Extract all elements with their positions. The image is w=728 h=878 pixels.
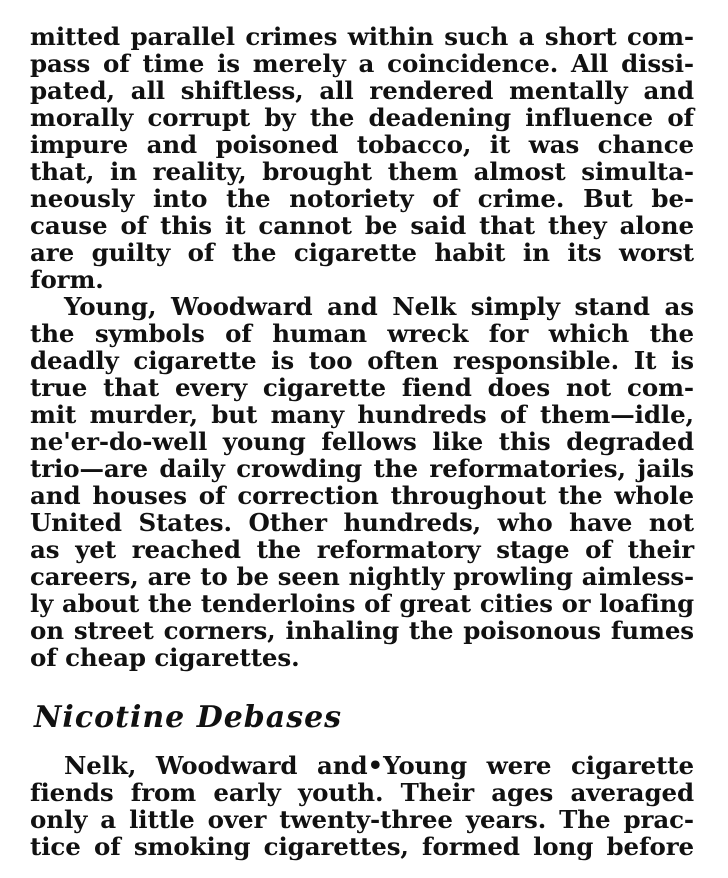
text-line: Young, Woodward and Nelk simply stand as — [64, 292, 694, 321]
paragraph-1 — [30, 23, 694, 293]
article-body — [30, 23, 694, 671]
text-line: mit murder, but many hundreds of them—idle, — [30, 400, 694, 429]
text-line: on street corners, inhaling the poisonous fumes — [30, 616, 694, 645]
text-line: morally corrupt by the deadening influence of — [30, 103, 694, 132]
paragraph-3 — [30, 752, 694, 860]
text-line: trio—are daily crowding the reformatories, jails — [30, 454, 694, 483]
text-line: tice of smoking cigarettes, formed long before — [30, 832, 694, 861]
text-line: ne'er-do-well young fellows like this degraded — [30, 427, 694, 456]
text-line: that, in reality, brought them almost simulta- — [30, 157, 694, 186]
text-line: the symbols of human wreck for which the — [30, 319, 694, 348]
text-line: United States. Other hundreds, who have not — [30, 508, 694, 537]
text-line: only a little over twenty-three years. The prac- — [30, 805, 694, 834]
text-line: as yet reached the reformatory stage of their — [30, 535, 694, 564]
text-line: mitted parallel crimes within such a short com- — [30, 22, 694, 51]
text-line: pass of time is merely a coincidence. All dissi- — [30, 49, 694, 78]
text-line: of cheap cigarettes. — [30, 643, 300, 672]
text-line: Nelk, Woodward and•Young were cigarette — [64, 751, 694, 780]
text-line: cause of this it cannot be said that they alone — [30, 211, 694, 240]
text-line: form. — [30, 265, 104, 294]
text-line: careers, are to be seen nightly prowling aimless- — [30, 562, 694, 591]
text-line: pated, all shiftless, all rendered mentally and — [30, 76, 694, 105]
text-line: true that every cigarette fiend does not com- — [30, 373, 694, 402]
text-line: deadly cigarette is too often responsible. It is — [30, 346, 694, 375]
text-line: fiends from early youth. Their ages averaged — [30, 778, 694, 807]
text-line: are guilty of the cigarette habit in its worst — [30, 238, 694, 267]
text-line: ly about the tenderloins of great cities or loafing — [30, 589, 694, 618]
text-line: neously into the notoriety of crime. But be- — [30, 184, 694, 213]
text-line: and houses of correction throughout the whole — [30, 481, 694, 510]
text-line: impure and poisoned tobacco, it was chance — [30, 130, 694, 159]
paragraph-2 — [30, 293, 694, 671]
section-subheading: Nicotine Debases — [34, 700, 343, 735]
